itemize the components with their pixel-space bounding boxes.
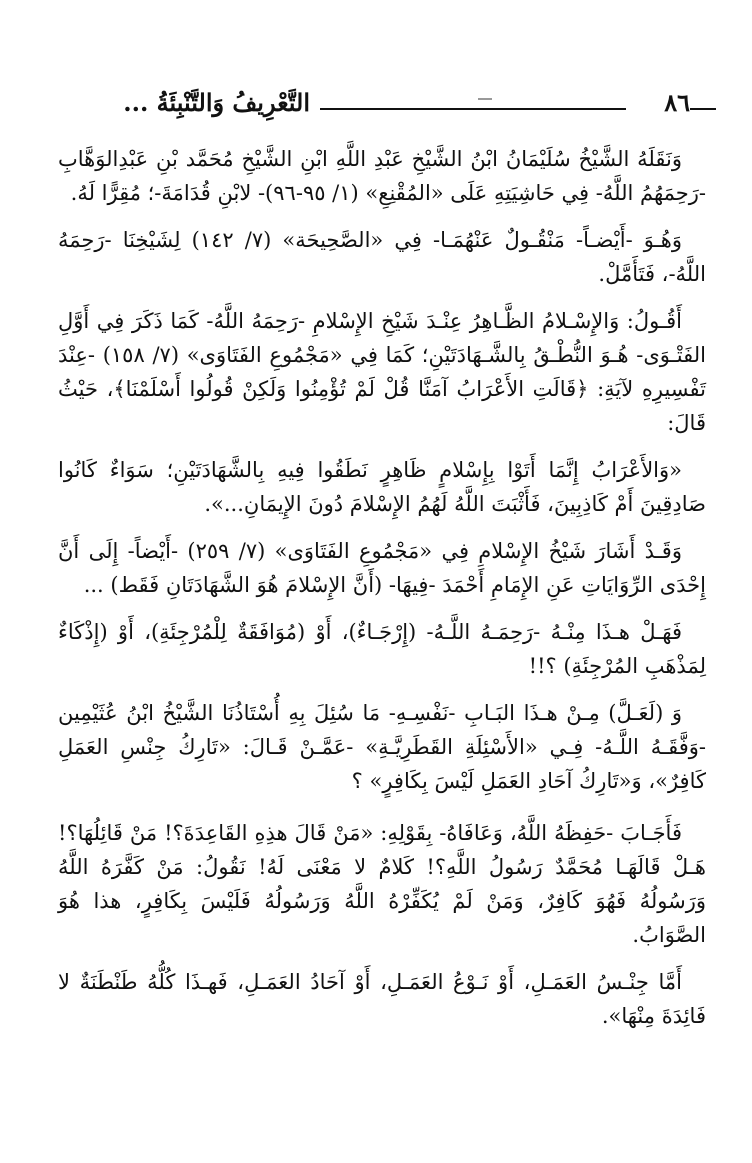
paragraph-3: أَقُـولُ: وَالإِسْـلامُ الظَّـاهِرُ عِنْـدَ شَيْخِ الإِسْلامِ -رَحِمَهُ اللَّهُ- كَمَا ذَكَرَ فِي أَوَّلِ الفَتْـوَى- هُـوَ النُّطْـقُ بِالشَّـهَادَتَيْنِ؛ كَمَا فِي «مَجْمُوعِ الفَتَاوَى» (٧/ ١٥٨) -عِنْدَ تَفْسِيرِهِ لآيَةِ: ﴿قَالَتِ الأَعْرَابُ آمَنَّا قُلْ لَمْ تُؤْمِنُوا وَلَكِنْ قُولُوا أَسْلَمْنَا﴾، حَيْثُ قَالَ: — [58, 309, 706, 435]
running-title: التَّعْرِيفُ وَالتَّنْبِئَةُ ... — [123, 88, 310, 117]
paragraph-4-quote: «وَالأَعْرَابُ إِنَّمَا أَتَوْا بِإِسْلامٍ ظَاهِرٍ نَطَقُوا فِيهِ بِالشَّهَادَتَيْنِ؛ سَوَاءٌ كَانُوا صَادِقِينَ أَمْ كَاذِبِينَ، فَأَثْبَتَ اللَّهُ لَهُمُ الإِسْلامَ دُونَ الإِيمَانِ...». — [58, 458, 706, 516]
page-header — [62, 88, 710, 128]
paragraph-6: فَهَـلْ هـذَا مِنْـهُ -رَحِمَـهُ اللَّـهُ- (إِرْجَـاءٌ)، أَوْ (مُوَافَقَةٌ لِلْمُرْجِئَةِ)، أَوْ (إِذْكَاءٌ لِمَذْهَبِ المُرْجِئَةِ) ؟!! — [58, 620, 706, 678]
paragraph-9: أَمَّا جِنْـسُ العَمَـلِ، أَوْ نَـوْعُ العَمَـلِ، أَوْ آحَادُ العَمَـلِ، فَهـذَا كُلُّهُ طَنْطَنَةٌ لا فَائِدَةَ مِنْهَا». — [58, 970, 706, 1028]
paragraph-7: وَ (لَعَـلَّ) مِـنْ هـذَا البَـابِ -نَفْسِـهِ- مَا سُئِلَ بِهِ أُسْتَاذُنَا الشَّيْخُ ابْنُ عُثَيْمِين -وَفَّقَـهُ اللَّـهُ- فِـي «الأَسْئِلَةِ القَطَرِيَّـةِ» -عَمَّـنْ قَـالَ: «تَارِكُ جِنْسِ العَمَلِ كَافِرٌ»، وَ«تَارِكُ آحَادِ العَمَلِ لَيْسَ بِكَافِرٍ» ؟ — [58, 701, 706, 793]
paragraph-1: وَنَقَلَهُ الشَّيْخُ سُلَيْمَانُ ابْنُ الشَّيْخِ عَبْدِ اللَّهِ ابْنِ الشَّيْخِ مُحَمَّد بْنِ عَبْدِالوَهَّابِ -رَحِمَهُمُ اللَّهُ- فِي حَاشِيَتِهِ عَلَى «المُقْنِعِ» (١/ ٩٥-٩٦)- لابْنِ قُدَامَةَ-؛ مُقِرًّا لَهُ. — [58, 147, 706, 205]
page-number: ٨٦ — [664, 88, 690, 117]
paragraph-5: وَقَـدْ أَشَارَ شَيْخُ الإِسْلامِ فِي «مَجْمُوعِ الفَتَاوَى» (٧/ ٢٥٩) -أَيْضاً- إِلَى أَنَّ إِحْدَى الرِّوَايَاتِ عَنِ الإِمَامِ أَحْمَدَ -فِيهَا- (أَنَّ الإِسْلامَ هُوَ الشَّهَادَتَانِ فَقَط) ... — [58, 539, 706, 597]
paragraph-2: وَهُـوَ -أَيْضـاً- مَنْقُـولٌ عَنْهُمَـا- فِي «الصَّحِيحَة» (٧/ ١٤٢) لِشَيْخِنَا -رَحِمَهُ اللَّهُ-، فَتَأَمَّلْ. — [58, 228, 706, 286]
page-body — [58, 142, 706, 1046]
header-small-dash — [478, 98, 492, 100]
header-rule-center — [320, 108, 626, 110]
header-rule-right — [690, 108, 716, 110]
paragraph-8: فَأَجَـابَ -حَفِظَهُ اللَّهُ، وَعَافَاهُ- بِقَوْلِهِ: «مَنْ قَالَ هذِهِ القَاعِدَةَ؟! مَنْ قَائِلُهَا؟! هَـلْ قَالَهَـا مُحَمَّدٌ رَسُولُ اللَّهِ؟! كَلامٌ لا مَعْنَى لَهُ! نَقُولُ: مَنْ كَفَّرَهُ اللَّهُ وَرَسُولُهُ فَهُوَ كَافِرٌ، وَمَنْ لَمْ يُكَفِّرْهُ اللَّهُ وَرَسُولُهُ فَلَيْسَ بِكَافِرٍ، هذا هُوَ الصَّوَابُ. — [58, 821, 706, 947]
